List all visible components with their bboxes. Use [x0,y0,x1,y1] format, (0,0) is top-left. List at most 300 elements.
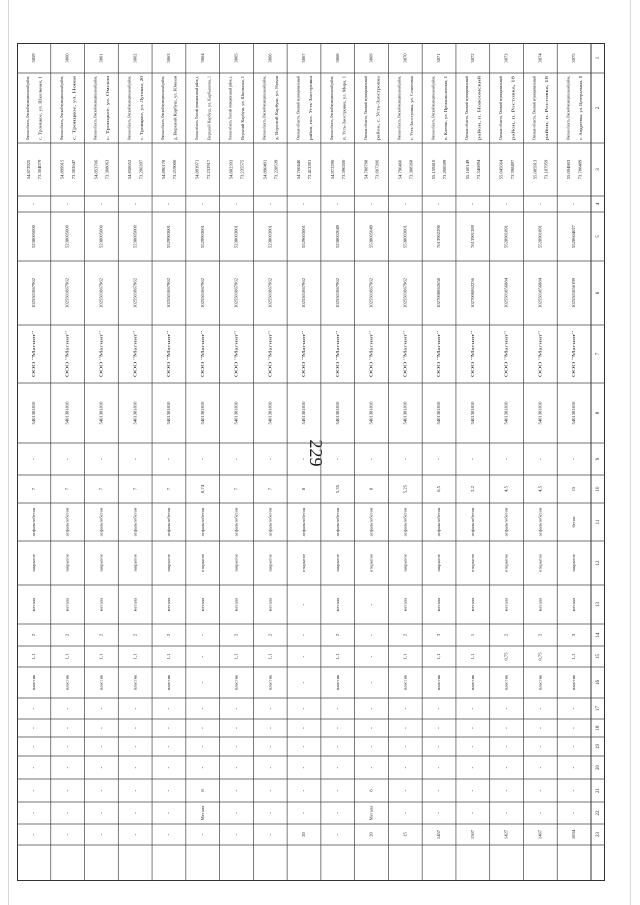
longitude-cell: 73.187959 [543,159,549,180]
empty-cell: - [504,203,510,205]
c22-cell: Металл [199,805,205,821]
address-line: Омская область, Омский муниципальный [295,62,301,140]
empty-cell: - [369,766,375,769]
address-line: Омская область, Омский муниципальный район, [565,48,571,140]
organization-cell: ООО "Магнит" [571,347,577,377]
empty-cell: - [234,203,240,205]
ogrn-cell: 1025501867962 [301,278,307,308]
organization-cell: ООО "Магнит" [503,347,509,377]
fence-cell: закрытое [165,554,171,572]
column-number-23: 23 [596,832,602,837]
address-line: Омская область, Омский муниципальный район, [126,48,132,140]
empty-cell: - [302,745,308,748]
empty-cell: - [32,458,38,460]
c23-cell: 1457 [436,829,442,840]
empty-cell: - [200,745,206,748]
code-cell: 7613902290 [436,225,442,248]
address-line: д. Верхний Карбуш, ул. Новая [274,83,280,140]
qty-cell: 2 [165,633,171,637]
code-cell: 5238002049 [334,225,340,248]
column-number-2: 2 [596,106,602,110]
fence-cell: закрытое [98,554,104,572]
empty-cell: - [167,727,173,729]
empty-cell: - [335,707,341,710]
empty-cell: - [167,745,173,748]
address-line: Омская область, Омский муниципальный район, [58,48,64,140]
c21-cell: 8 [199,789,205,792]
address-line: с. Троицкое, ул. Омская [105,95,111,140]
id-cell: 3871 [436,53,442,63]
latitude-cell: 54.899915 [59,159,65,180]
fence-cell: открытое [368,553,374,573]
area-cell: 4,5 [503,486,509,492]
longitude-cell: 73.208599 [442,159,448,180]
type-cell: пластик [571,674,577,691]
inn-cell: 5401381810 [503,401,509,425]
empty-cell: - [572,203,578,205]
empty-cell: - [572,707,578,710]
registry-table [17,43,605,881]
empty-cell: - [335,727,341,729]
id-cell: 3865 [233,53,239,63]
latitude-cell: 54.972290 [329,159,335,180]
surface-cell: асфальтобетон [334,507,340,537]
empty-cell: - [504,789,510,792]
empty-cell: - [470,789,476,792]
type-cell: пластик [334,674,340,691]
longitude-cell: 73.398497 [509,159,515,180]
latitude-cell: 54.790460 [397,159,403,180]
ogrn-cell: 1025501856199 [571,278,577,308]
code-cell: 5528901891 [537,225,543,248]
empty-cell: - [133,766,139,769]
volume-cell: 1,1 [233,653,239,660]
inn-cell: 5401381810 [469,401,475,425]
qty-cell: 2 [233,633,239,637]
volume-cell: 1,1 [571,653,577,660]
c23-cell: 1467 [537,829,543,840]
longitude-cell: 73.607206 [374,159,380,180]
material-cell: металл [469,597,475,612]
longitude-cell: 73.788489 [577,159,583,180]
qty-cell: 2 [30,633,36,637]
empty-cell: - [369,203,375,205]
address-line: Омская область, Омский муниципальный район, [25,48,31,140]
address-line: район, с. Усть-Заостровка [375,91,381,140]
empty-cell: - [437,458,443,460]
empty-cell: - [437,745,443,748]
empty-cell: - [437,789,443,792]
c22-cell: Металл [368,805,374,821]
code-cell: 5238005000 [98,225,104,248]
material-cell: металл [30,597,36,612]
material-cell: металл [98,597,104,612]
empty-cell: - [504,745,510,748]
organization-cell: ООО "Магнит" [132,347,138,377]
empty-cell: - [99,812,105,814]
address-line: Верхний Карбуш, ул. Школьная, 1 [240,75,247,140]
address-line: Омская область, Омский муниципальный район, [329,48,335,140]
id-cell: 3869 [368,53,374,63]
ogrn-cell: 1025501856884 [503,278,509,308]
empty-cell: - [32,707,38,710]
empty-cell: - [167,833,173,836]
address-line: Омская область, Омский муниципальный район, д. [194,44,200,140]
fence-cell: закрытое [571,554,577,572]
volume-cell: 1,1 [165,653,171,660]
empty-cell: - [302,681,308,684]
empty-cell: - [234,812,240,814]
type-cell: пластик [537,674,543,691]
empty-cell: - [234,833,240,836]
empty-cell: - [268,745,274,748]
address-line: Омская область, Омский муниципальный [497,62,503,140]
scan-edge-right [630,0,631,905]
organization-cell: ООО "Магнит" [436,347,442,377]
organization-cell: ООО "Магнит" [301,347,307,377]
longitude-cell: 73.232917 [205,159,211,180]
fence-cell: закрытое [233,554,239,572]
empty-cell: - [302,458,308,460]
empty-cell: - [369,707,375,710]
empty-cell: - [268,833,274,836]
surface-cell: асфальтобетон [165,507,171,537]
code-cell: 5529903001 [165,225,171,248]
empty-cell: - [99,745,105,748]
latitude-cell: 54.853706 [93,159,99,180]
empty-cell: - [200,634,206,636]
address-line: Омская область, Омский муниципальный район, [92,48,98,140]
column-number-15: 15 [596,654,602,659]
surface-cell: асфальтобетон [436,507,442,537]
area-cell: 7 [233,487,239,491]
empty-cell: - [200,707,206,710]
empty-cell: - [302,603,308,606]
column-number-4: 4 [596,202,602,206]
type-cell: пластик [436,674,442,691]
surface-cell: асфальтобетон [233,507,239,537]
empty-cell: - [302,789,308,792]
ogrn-cell: 1025501867962 [64,278,70,308]
latitude-cell: 54.858652 [127,159,133,180]
material-cell: металл [165,597,171,612]
type-cell: пластик [503,674,509,691]
ogrn-cell: 1025501867962 [199,278,205,308]
empty-cell: - [369,458,375,460]
empty-cell: - [437,727,443,729]
id-cell: 3864 [199,53,205,63]
empty-cell: - [572,458,578,460]
empty-cell: - [99,727,105,729]
ogrn-cell: 1025501867962 [267,278,273,308]
inn-cell: 5401381810 [301,401,307,425]
empty-cell: - [234,766,240,769]
inn-cell: 5401381810 [334,401,340,425]
empty-cell: - [200,833,206,836]
latitude-cell: 55.160149 [464,159,470,180]
empty-cell: - [470,203,476,205]
longitude-cell: 73.304079 [37,159,43,180]
id-cell: 3868 [334,53,340,63]
empty-cell: - [99,458,105,460]
empty-cell: - [504,458,510,460]
c23-cell: 15 [402,832,408,837]
column-number-11: 11 [596,519,602,525]
empty-cell: - [335,458,341,460]
qty-cell: 3 [571,633,577,637]
organization-cell: ООО "Магнит" [98,347,104,377]
address-line: Омская область, Омский муниципальный район, д. [227,44,233,140]
empty-cell: - [133,203,139,205]
code-cell: 5538005049 [368,225,374,248]
area-cell: 7 [30,487,36,491]
empty-cell: - [504,707,510,710]
code-cell: 5238003001 [233,225,239,248]
column-number-6: 6 [596,291,602,295]
column-number-8: 8 [596,411,602,415]
empty-cell: - [538,458,544,460]
ogrn-cell: 1025501867962 [368,278,374,308]
empty-cell: - [65,789,71,792]
empty-cell: - [470,766,476,769]
empty-cell: - [369,727,375,729]
qty-cell: 1 [469,633,475,637]
empty-cell: - [133,789,139,792]
empty-cell: - [234,727,240,729]
column-number-14: 14 [596,632,602,638]
empty-cell: - [99,707,105,710]
fence-cell: закрытое [436,554,442,572]
inn-cell: 5401381810 [98,401,104,425]
organization-cell: ООО "Магнит" [165,347,171,377]
empty-cell: - [302,634,308,636]
empty-cell: - [99,833,105,836]
empty-cell: - [133,458,139,460]
empty-cell: - [437,707,443,710]
column-number-12: 12 [596,560,602,566]
empty-cell: - [572,745,578,748]
ogrn-cell: 1025501867962 [233,278,239,308]
empty-cell: - [99,766,105,769]
fence-cell: закрытое [132,554,138,572]
empty-cell: - [572,812,578,814]
qty-cell: 3 [436,633,442,637]
fence-cell: закрытое [64,554,70,572]
empty-cell: - [538,745,544,748]
longitude-cell: 73.413391 [307,159,313,180]
empty-cell: - [302,812,308,814]
area-cell: 8 [301,487,307,491]
type-cell: пластик [98,674,104,691]
empty-cell: - [133,745,139,748]
volume-cell: 1,1 [436,653,442,660]
type-cell: пластик [402,674,408,691]
ogrn-cell: 1025501867962 [402,278,408,308]
id-cell: 3872 [469,53,475,63]
empty-cell: - [437,203,443,205]
address-line: Омская область, Омский муниципальный [362,62,368,140]
type-cell: пластик [233,674,239,691]
area-cell: 7 [132,487,138,491]
qty-cell: 2 [334,633,340,637]
organization-cell: ООО "Магнит" [267,347,273,377]
empty-cell: - [403,727,409,729]
address-line: с. Троицкое, ул. Луговая, 20 [138,88,144,140]
code-cell: 5529603001 [301,225,307,248]
c23-cell: 1834 [571,829,577,840]
volume-cell: 1,1 [98,653,104,660]
empty-cell: - [302,727,308,729]
organization-cell: ООО "Магнит" [64,347,70,377]
organization-cell: ООО "Магнит" [334,347,340,377]
empty-cell: - [403,766,409,769]
ogrn-cell: 1025501867962 [30,278,36,308]
column-number-17: 17 [596,706,602,711]
fence-cell: открытое [199,553,205,573]
material-cell: металл [503,597,509,612]
c23-cell: 20 [301,832,307,837]
qty-cell: 2 [537,633,543,637]
volume-cell: 0,75 [537,652,543,661]
address-line: с. Андреевка, ул. Центральная, 8 [577,78,583,140]
column-number-19: 19 [596,744,602,749]
latitude-cell: 55.085913 [532,159,538,180]
surface-cell: асфальтобетон [469,507,475,537]
latitude-cell: 54.893971 [194,159,200,180]
empty-cell: - [32,833,38,836]
qty-cell: 2 [503,633,509,637]
empty-cell: - [403,745,409,748]
empty-cell: - [32,745,38,748]
code-cell: 5238005000 [30,225,36,248]
fence-cell: закрытое [267,554,273,572]
latitude-cell: 54.890178 [160,159,166,180]
type-cell: пластик [132,674,138,691]
code-cell: 5238003001 [267,225,273,248]
empty-cell: - [538,707,544,710]
empty-cell: - [65,727,71,729]
empty-cell: - [470,812,476,814]
surface-cell: асфальтобетон [132,507,138,537]
empty-cell: - [504,812,510,814]
empty-cell: - [32,727,38,729]
address-line: с. Усть-Заостровка, ул. Солнечная [409,76,416,140]
longitude-cell: 73.296397 [138,159,144,180]
material-cell: металл [402,597,408,612]
id-cell: 3866 [267,53,273,63]
area-cell: 7 [165,487,171,491]
fence-cell: открытое [537,553,543,573]
qty-cell: 2 [267,633,273,637]
surface-cell: асфальтобетон [503,507,509,537]
c23-cell: 20 [368,832,374,837]
code-cell: 5528604027 [571,225,577,248]
empty-cell: - [65,833,71,836]
material-cell: металл [132,597,138,612]
empty-cell: - [99,789,105,792]
material-cell: металл [571,597,577,612]
id-cell: 3861 [98,53,104,63]
empty-cell: - [200,655,206,658]
address-line: Омская область, Омский муниципальный [531,62,537,140]
empty-cell: - [572,727,578,729]
address-line: д. Верхний Карбуш, ул. Южная [172,80,178,140]
organization-cell: ООО "Магнит" [402,347,408,377]
scan-edge-left [8,0,9,905]
address-line: Омская область, Омский муниципальный район, [396,48,402,140]
surface-cell: асфальтобетон [64,507,70,537]
empty-cell: - [234,707,240,710]
empty-cell: - [133,812,139,814]
address-line: Омская область, Омский муниципальный район, [160,48,166,140]
area-cell: 4,5 [537,486,543,492]
empty-cell: - [369,745,375,748]
inn-cell: 5401381810 [436,401,442,425]
empty-cell: - [268,789,274,792]
empty-cell: - [572,789,578,792]
empty-cell: - [200,681,206,684]
area-cell: 8 [368,487,374,491]
address-line: Верхний Карбуш, ул. Карбышева, 1 [206,73,212,140]
inn-cell: 5401381810 [233,401,239,425]
inn-cell: 5401381810 [132,401,138,425]
surface-cell: асфальтобетон [267,507,273,537]
empty-cell: - [335,833,341,836]
empty-cell: - [99,203,105,205]
latitude-cell: 54.788798 [363,159,369,180]
material-cell: металл [267,597,273,612]
material-cell: металл [233,597,239,612]
organization-cell: ООО "Магнит" [233,347,239,377]
surface-cell: асфальтобетон [368,507,374,537]
empty-cell: - [32,203,38,205]
longitude-cell: 73.346894 [475,159,481,180]
volume-cell: 1,1 [132,653,138,660]
empty-cell: - [572,766,578,769]
fence-cell: открытое [503,553,509,573]
qty-cell: 2 [98,633,104,637]
empty-cell: - [167,707,173,710]
column-number-22: 22 [596,810,602,816]
empty-cell: - [65,203,71,205]
id-cell: 3875 [571,53,577,63]
address-line: Омская область, Омский муниципальный район, [430,48,436,140]
material-cell: металл [64,597,70,612]
empty-cell: - [403,203,409,205]
empty-cell: - [369,603,375,606]
qty-cell: 2 [64,633,70,637]
surface-cell: асфальтобетон [537,507,543,537]
empty-cell: - [200,203,206,205]
empty-cell: - [268,812,274,814]
column-number-5: 5 [596,235,602,238]
empty-cell: - [234,458,240,460]
empty-cell: - [504,727,510,729]
empty-cell: - [470,707,476,710]
address-line: п. Усть-Заостровка, ул. Мира, 1 [341,81,347,140]
volume-cell: 1,1 [64,653,70,660]
surface-cell: асфальтобетон [402,507,408,537]
c23-cell: 1427 [503,829,509,840]
material-cell: металл [436,597,442,612]
empty-cell: - [65,766,71,769]
empty-cell: - [65,812,71,814]
column-number-21: 21 [596,788,602,793]
empty-cell: - [470,458,476,460]
address-line: п. Ключи, ул. Промышленная, 1 [442,80,448,140]
column-number-10: 10 [596,486,602,492]
area-cell: 7 [267,487,273,491]
